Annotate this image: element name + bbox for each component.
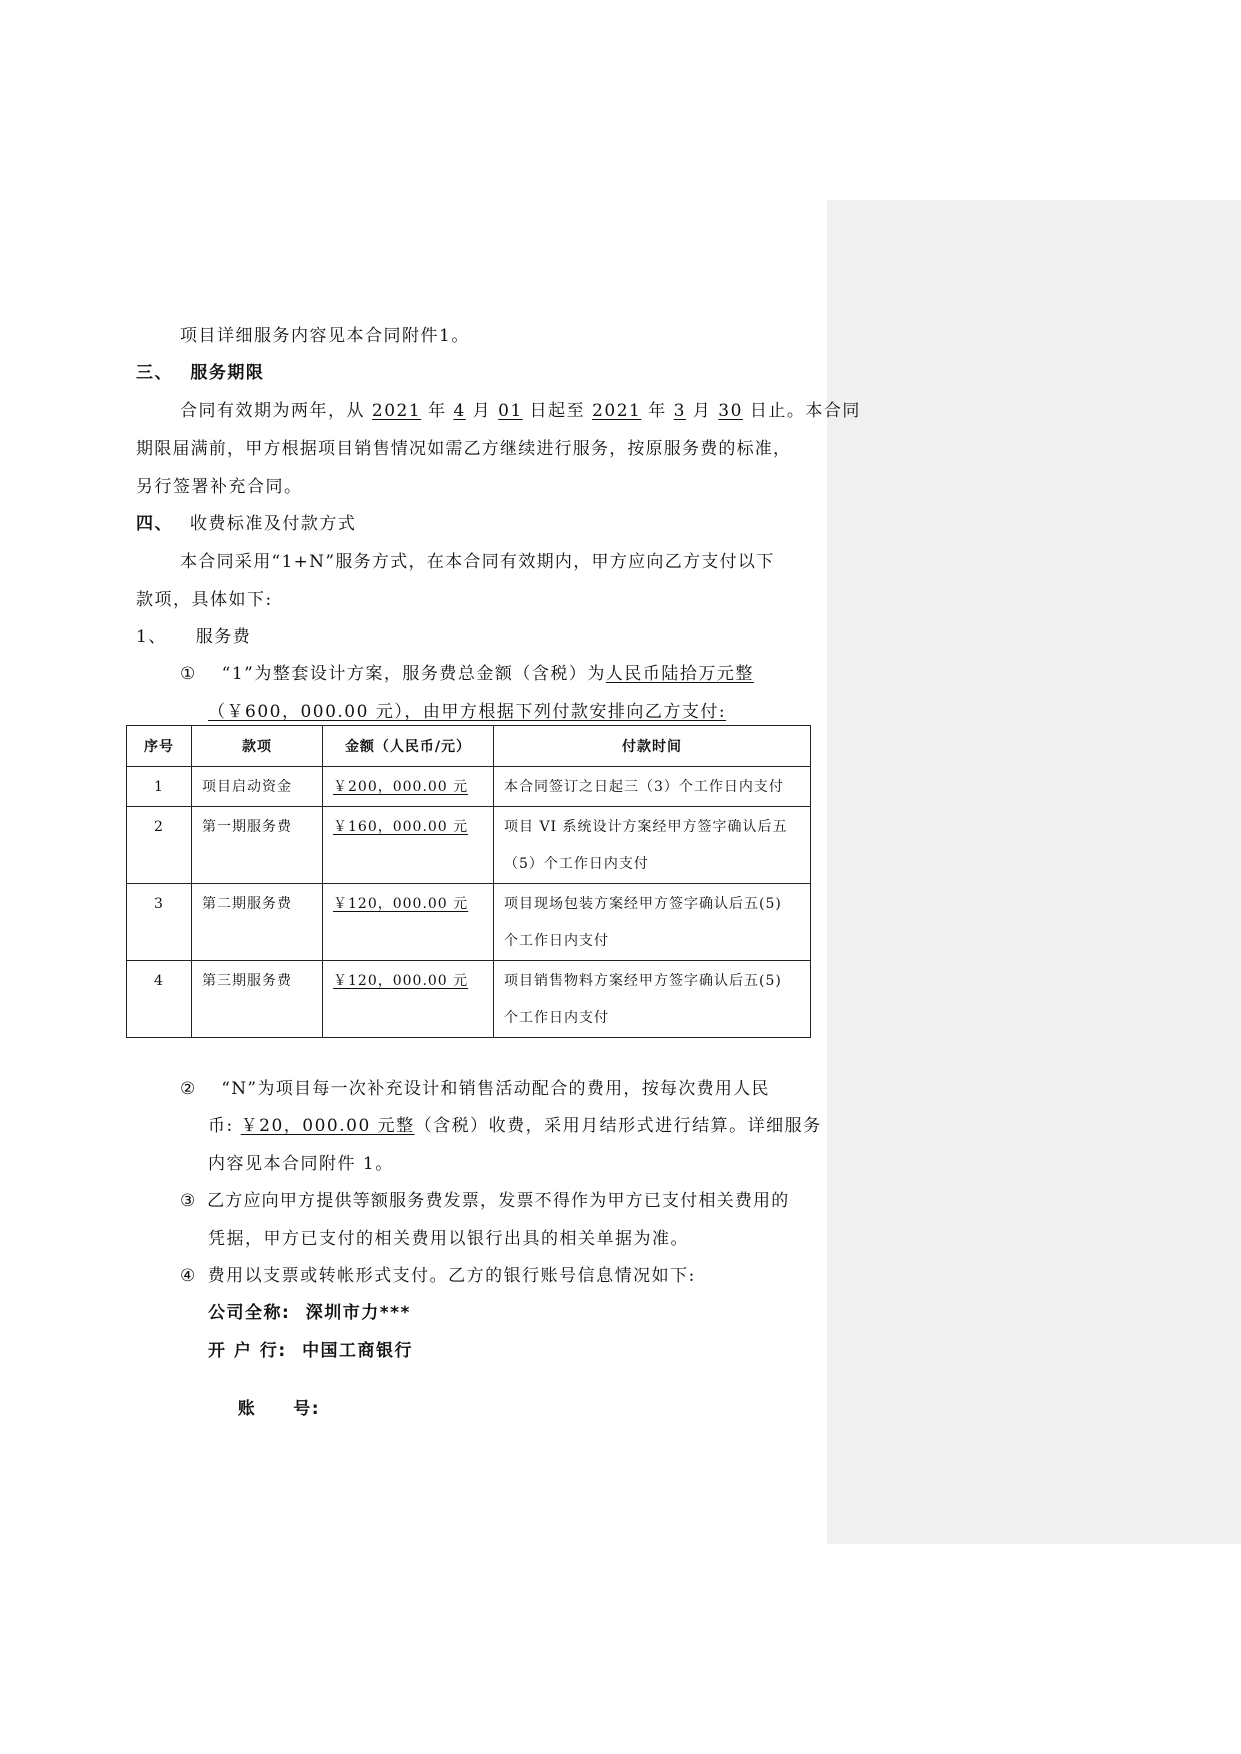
header-amount: 金额（人民币/元） xyxy=(323,726,494,767)
detail-paragraph: 项目详细服务内容见本合同附件1。 xyxy=(180,326,470,346)
section-4-heading: 四、 收费标准及付款方式 xyxy=(136,514,357,534)
clause-1-line-2: （￥600，000.00 元），由甲方根据下列付款安排向乙方支付: xyxy=(208,702,727,722)
bank-value: 中国工商银行 xyxy=(302,1341,414,1361)
s4-line-2: 款项，具体如下: xyxy=(136,590,273,610)
section-3-heading: 三、 服务期限 xyxy=(136,363,265,383)
circled-4-marker: ④ xyxy=(180,1266,197,1286)
clause-2-line-3: 内容见本合同附件 1。 xyxy=(208,1154,394,1174)
bank-company-row xyxy=(208,1298,411,1323)
s4-line-1: 本合同采用“1+N”服务方式，在本合同有效期内，甲方应向乙方支付以下 xyxy=(180,552,775,572)
comment-pane xyxy=(827,200,1241,1544)
account-label: 账 号: xyxy=(237,1399,321,1419)
table-row: 1 项目启动资金 ￥200，000.00 元 本合同签订之日起三（3）个工作日内支付 xyxy=(127,767,811,807)
clause-3-line-1: ③ 乙方应向甲方提供等额服务费发票，发票不得作为甲方已支付相关费用的 xyxy=(180,1191,790,1211)
amount-in-words: 人民币陆拾万元整 xyxy=(605,664,754,684)
circled-2-marker: ② xyxy=(180,1079,197,1099)
payment-schedule-table xyxy=(126,725,811,1038)
circled-3-marker: ③ xyxy=(180,1191,197,1211)
circled-1-marker: ① xyxy=(180,664,197,684)
table-row: 2 第一期服务费 ￥160，000.00 元 项目 VI 系统设计方案经甲方签字确认后五 （5）个工作日内支付 xyxy=(127,807,811,884)
company-label: 公司全称: xyxy=(208,1303,291,1323)
item-1-heading: 1、 服务费 xyxy=(136,627,252,647)
clause-4-line-1: ④ 费用以支票或转帐形式支付。乙方的银行账号信息情况如下: xyxy=(180,1266,696,1286)
bank-account-row xyxy=(208,1374,320,1459)
bank-name-row xyxy=(208,1336,413,1361)
table-header-row xyxy=(127,726,811,767)
header-item: 款项 xyxy=(192,726,323,767)
term-line-3: 另行签署补充合同。 xyxy=(136,477,303,497)
header-no: 序号 xyxy=(127,726,192,767)
header-time: 付款时间 xyxy=(494,726,811,767)
term-line-2: 期限届满前，甲方根据项目销售情况如需乙方继续进行服务，按原服务费的标准， xyxy=(136,439,792,459)
company-value: 深圳市力*** xyxy=(305,1303,411,1323)
term-line-1: 合同有效期为两年，从 2021 年 4 月 01 日起至 2021 年 3 月 30 日止。本合同 xyxy=(180,401,861,421)
clause-3-line-2: 凭据，甲方已支付的相关费用以银行出具的相关单据为准。 xyxy=(208,1229,689,1249)
table-row: 4 第三期服务费 ￥120，000.00 元 项目销售物料方案经甲方签字确认后五(5) 个工作日内支付 xyxy=(127,961,811,1038)
clause-1-line-1: ① “1”为整套设计方案，服务费总金额（含税）为人民币陆拾万元整 xyxy=(180,664,754,684)
table-row: 3 第二期服务费 ￥120，000.00 元 项目现场包装方案经甲方签字确认后五(5) 个工作日内支付 xyxy=(127,884,811,961)
bank-label: 开 户 行: xyxy=(208,1341,287,1361)
clause-2-line-2: 币: ￥20，000.00 元整（含税）收费，采用月结形式进行结算。详细服务 xyxy=(208,1116,822,1136)
clause-2-line-1: ② “N”为项目每一次补充设计和销售活动配合的费用，按每次费用人民 xyxy=(180,1079,770,1099)
